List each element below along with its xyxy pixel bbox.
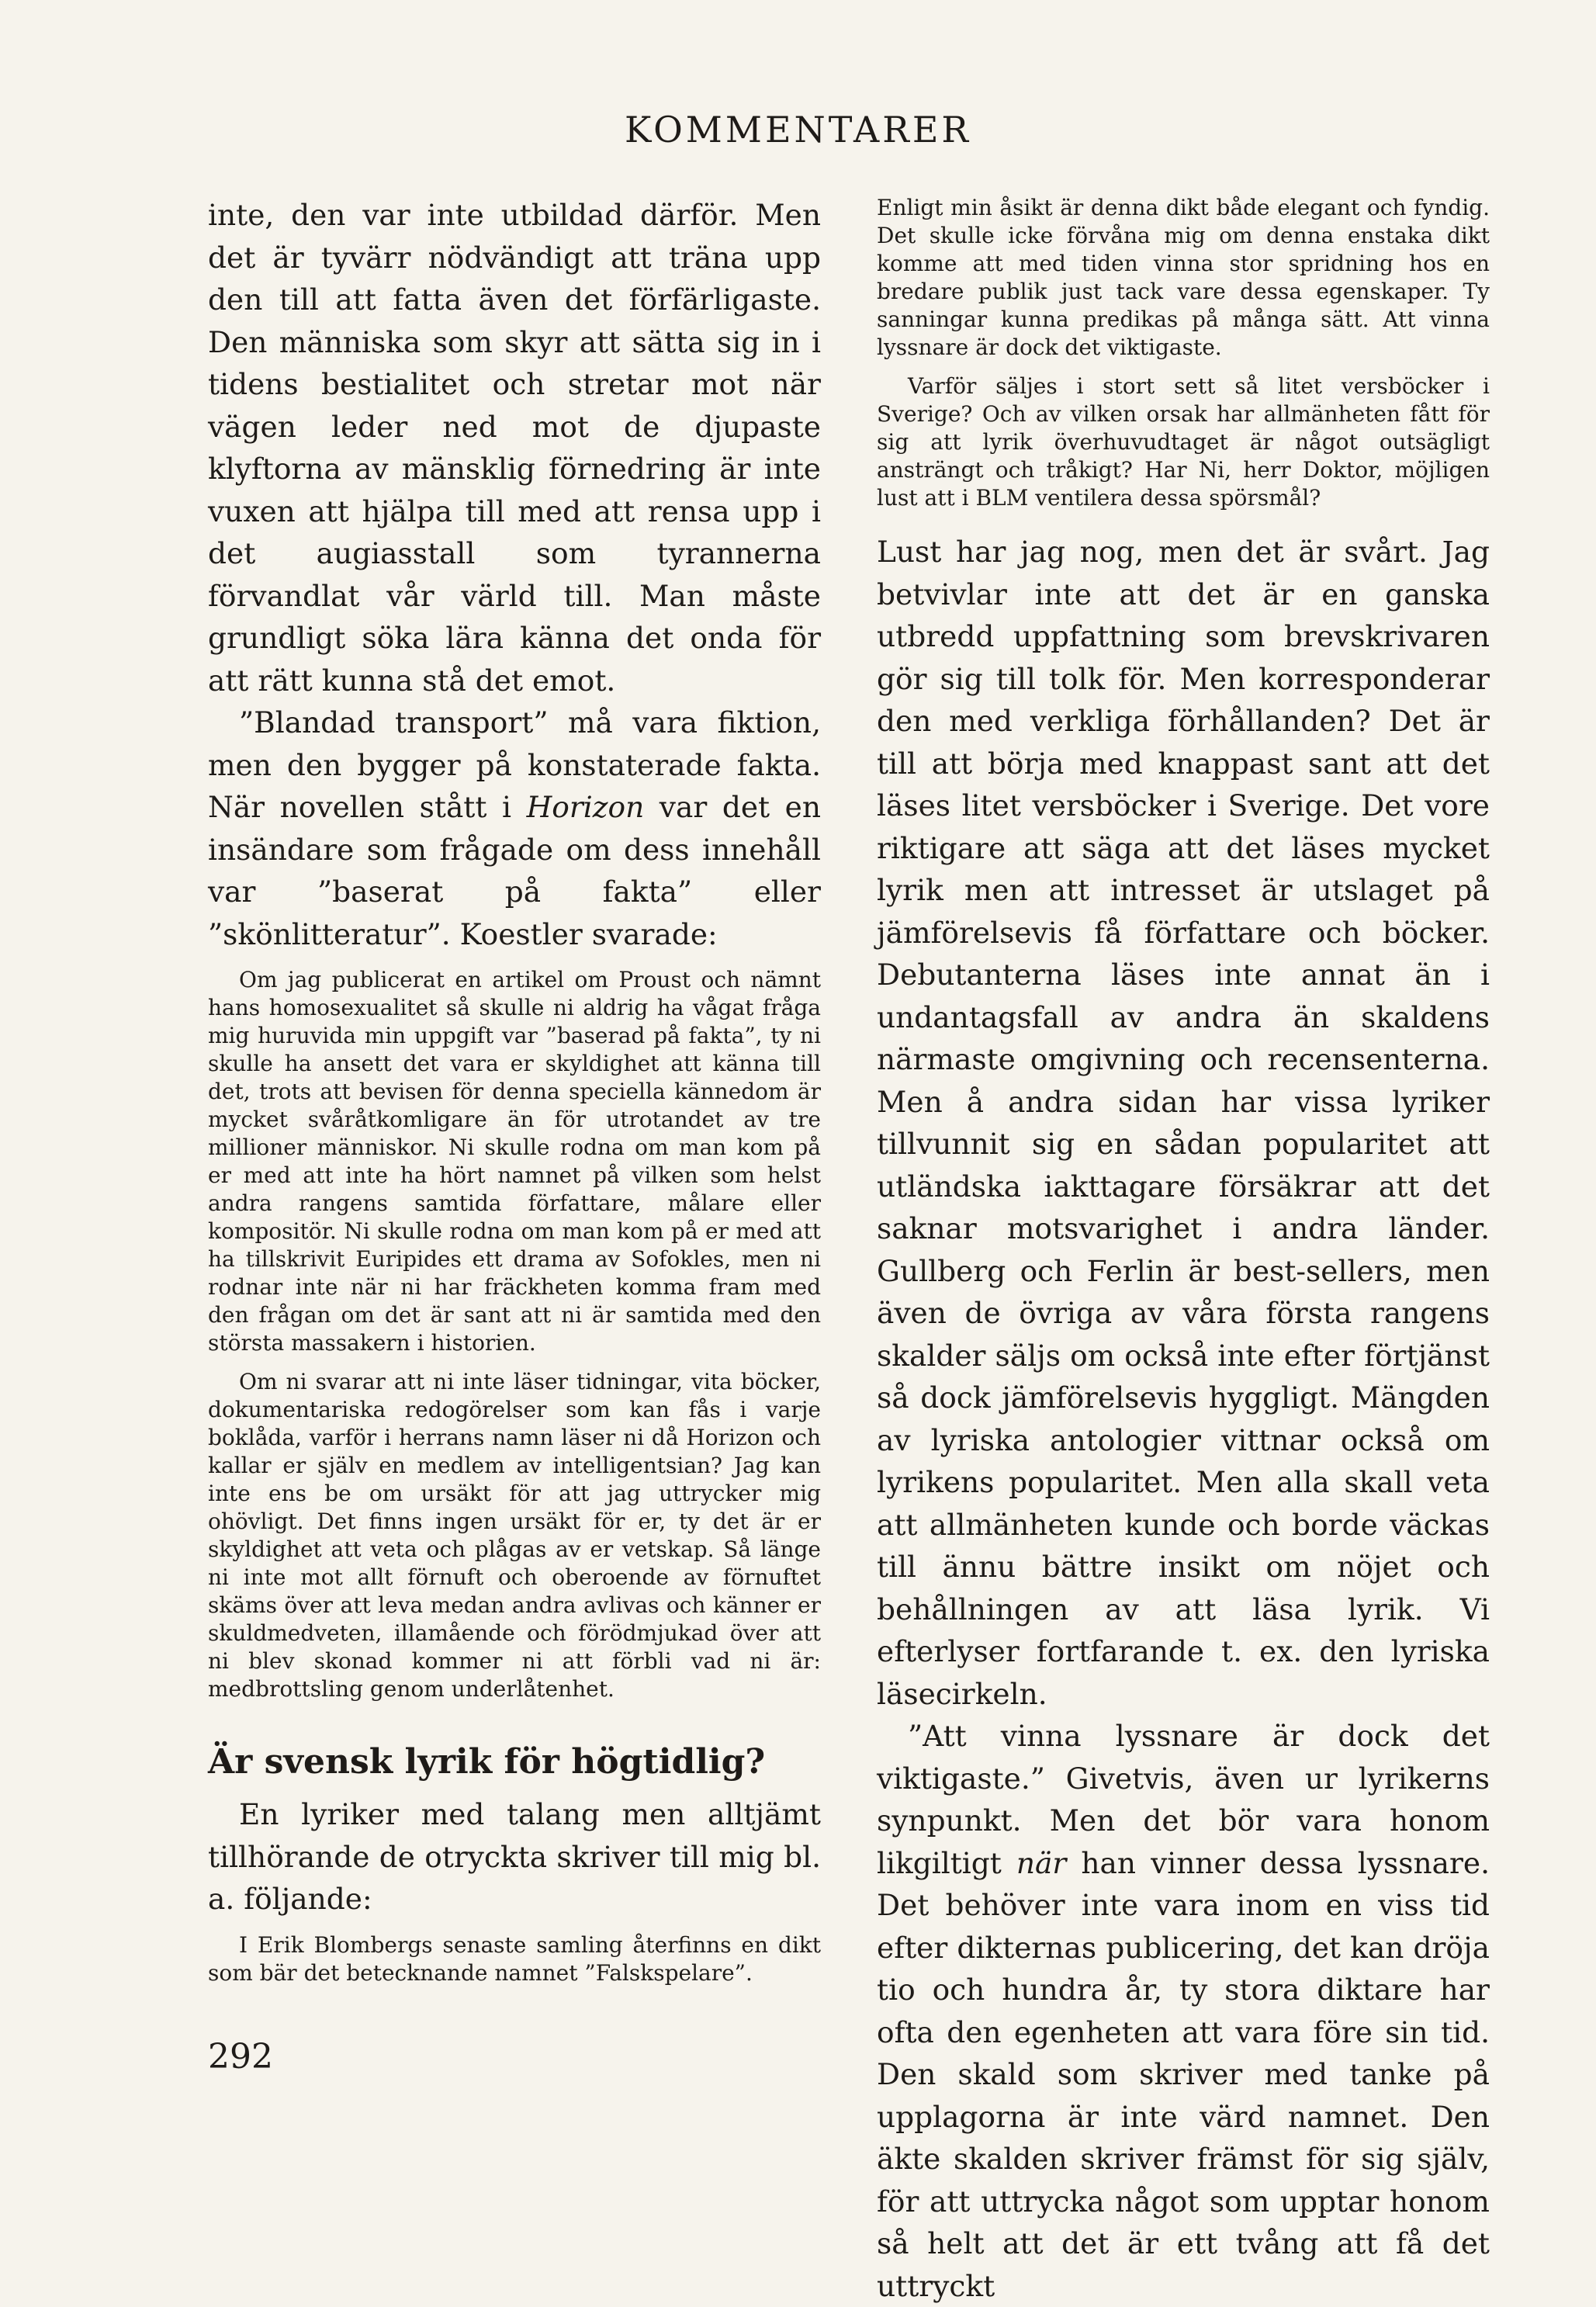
journal-title: Horizon <box>526 790 645 824</box>
section-heading: Är svensk lyrik för högtidlig? <box>208 1742 766 1782</box>
body-text: var det en insändare som frågade om dess innehåll var ”baserat på fakta” eller ”skönlitteratur”. Koestler svarade: <box>208 790 821 951</box>
page-number: 292 <box>208 2037 273 2077</box>
quote-paragraph: Om jag publicerat en artikel om Proust och nämnt hans homosexualitet så skulle ni aldrig ha vågat fråga mig huruvida min uppgift var ”baserad på fakta”, ty ni skulle ha ansett det vara er skyldighet att känna till det, trots att bevisen för denna speciella kännedom är mycket svåråtkomligare än för utrotandet av tre millioner människor. Ni skulle rodna om man kom på er med att inte ha hört namnet på vilken som helst andra rangens samtida författare, målare eller kompositör. Ni skulle rodna om man kom på er med att ha tillskrivit Euripides ett drama av Sofokles, men ni rodnar inte när ni har fräckheten komma fram med den frågan om det är sant att ni är samtida med den största massakern i historien. <box>208 967 821 1356</box>
body-text: han vinner dessa lyssnare. Det behöver inte vara inom en viss tid efter dikternas publicering, det kan dröja tio och hundra år, ty stora diktare har ofta den egenheten att vara före sin tid. Den skald som skriver med tanke på upplagorna är inte värd namnet. Den äkte skalden skriver främst för sig själv, för att uttrycka något som upptar honom så helt att det är ett tvång att få det uttryckt <box>877 1845 1490 2303</box>
running-header: KOMMENTARER <box>624 109 972 151</box>
body-paragraph: Lust har jag nog, men det är svårt. Jag betvivlar inte att det är en ganska utbredd uppfattning som brevskrivaren gör sig till tolk för. Men korresponderar den med verkliga förhållanden? Det är till att börja med knappast sant att det läses litet versböcker i Sverige. Det vore riktigare att säga att det läses mycket lyrik men att intresset är utslaget på jämförelsevis få författare och böcker. Debutanterna läses inte annat än i undantagsfall av andra än skaldens närmaste omgivning och recensenterna. Men å andra sidan har vissa lyriker tillvunnit sig en sådan popularitet att utländska iakttagare försäkrar att det saknar motsvarighet i andra länder. Gullberg och Ferlin är best-sellers, men även de övriga av våra första rangens skalder säljs om också inte efter förtjänst så dock jämförelsevis hyggligt. Mängden av lyriska antologier vittnar också om lyrikens popularitet. Men alla skall veta att allmänheten kunde och borde väckas till ännu bättre insikt om nöjet och behållningen av att läsa lyrik. Vi efterlyser fortfarande t. ex. den lyriska läsecirkeln. <box>877 535 1490 1711</box>
right-column <box>877 194 1490 2307</box>
body-paragraph <box>208 701 821 955</box>
body-text: ”Att vinna lyssnare är dock det viktigaste.” Givetvis, även ur lyrikerns synpunkt. Men det bör vara honom likgiltigt <box>877 1719 1490 1880</box>
quote-paragraph: I Erik Blombergs senaste samling återfinns en dikt som bär det betecknande namnet ”Falskspelare”. <box>208 1931 821 1986</box>
quote-paragraph: Varför säljes i stort sett så litet versböcker i Sverige? Och av vilken orsak har allmänheten fått för sig att lyrik överhuvudtaget är något outsägligt ansträngt och tråkigt? Har Ni, herr Doktor, möjligen lust att i BLM ventilera dessa spörsmål? <box>877 373 1490 511</box>
quote-paragraph: Om ni svarar att ni inte läser tidningar, vita böcker, dokumentariska redogörelser som kan fås i varje boklåda, varför i herrans namn läser ni då Horizon och kallar er själv en medlem av intelligentsian? Jag kan inte ens be om ursäkt för att jag uttrycker mig ohövligt. Det finns ingen ursäkt för er, ty det är er skyldighet att veta och plågas av er vetskap. Så länge ni inte mot allt förnuft och oberoende av förnuftet skäms över att leva medan andra avlivas och känner er skuldmedveten, illamående och förödmjukad över att ni blev skonad kommer ni att förbli vad ni är: medbrottsling genom underlåtenhet. <box>208 1369 821 1702</box>
left-column <box>208 194 821 1987</box>
emphasis-text: när <box>1016 1845 1067 1880</box>
body-paragraph: En lyriker med talang men alltjämt tillhörande de otryckta skriver till mig bl. a. följande: <box>208 1797 821 1916</box>
body-paragraph: inte, den var inte utbildad därför. Men det är tyvärr nödvändigt att träna upp den till att fatta även det förfärligaste. Den människa som skyr att sätta sig in i tidens bestialitet och stretar mot när vägen leder ned mot de djupaste klyftorna av mänsklig förnedring är inte vuxen att hjälpa till med att rensa upp i det augiasstall som tyrannerna förvandlat vår värld till. Man måste grundligt söka lära känna det onda för att rätt kunna stå det emot. <box>208 198 821 698</box>
body-paragraph <box>877 1715 1490 2307</box>
body-text: ”Blandad transport” må vara fiktion, men den bygger på konstaterade fakta. När novellen stått i <box>208 705 821 824</box>
quote-paragraph: Enligt min åsikt är denna dikt både elegant och fyndig. Det skulle icke förvåna mig om denna enstaka dikt komme att med tiden vinna stor spridning hos en bredare publik just tack vare dessa egenskaper. Ty sanningar kunna predikas på många sätt. Att vinna lyssnare är dock det viktigaste. <box>877 195 1490 360</box>
